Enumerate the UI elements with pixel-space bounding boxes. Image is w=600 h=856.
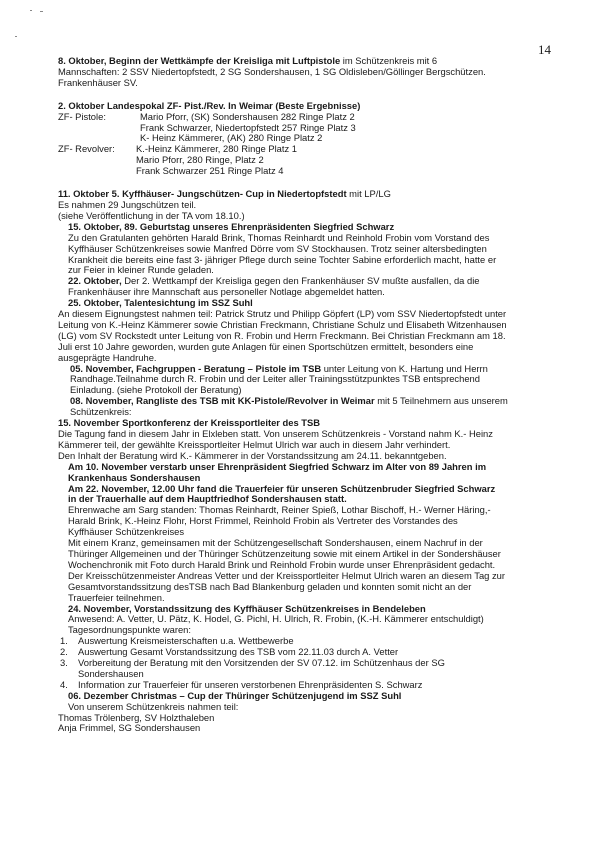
agenda-text: Auswertung Kreismeisterschaften u.a. Wettbewerbe — [78, 635, 294, 647]
text-line — [58, 723, 588, 734]
heading-text: Krankenhaus Sondershausen — [68, 471, 201, 483]
heading-text: in der Trauerhalle auf dem Hauptfriedhof Sondershausen statt. — [68, 493, 347, 505]
entry-paragraph — [58, 396, 588, 418]
body-text: Gesamtvorstandssitzung desTSB nach Bad Blankenburg geladen und konnten somit nicht an der — [68, 580, 472, 592]
heading-text: 08. November, Rangliste des TSB mit KK-Pistole/Revolver in Weimar — [70, 395, 375, 407]
agenda-text: Auswertung Gesamt Vorstandssitzung des TSB vom 22.11.03 durch A. Vetter — [78, 646, 399, 658]
body-text: Krankheit die bereits eine fast 3- jähriger Pflege durch seine Tochter Sabine erforderlich macht, hatte er — [68, 253, 497, 265]
agenda-number: 4. — [60, 678, 68, 690]
body-text: (siehe Veröffentlichung in der TA vom 18.10.) — [58, 209, 245, 221]
body-text: unter Leitung von K. Hartung und Herrn — [321, 362, 488, 374]
body-text: Von unserem Schützenkreis nahmen teil: — [68, 700, 239, 712]
zf-revolver-list — [136, 144, 297, 177]
heading-text: 2. Oktober Landespokal ZF- Pist./Rev. In Weimar (Beste Ergebnisse) — [58, 99, 361, 111]
body-text: Thomas Trölenberg, SV Holzthaleben — [58, 711, 215, 723]
result-line: K.-Heinz Kämmerer, 280 Ringe Platz 1 — [136, 143, 298, 155]
agenda-text: Vorbereitung der Beratung mit den Vorsitzenden der SV 07.12. im Schützenhaus der SG — [78, 657, 445, 669]
heading-text: 15. November Sportkonferenz der Kreissportleiter des TSB — [58, 417, 321, 429]
heading-text: 22. Oktober, — [68, 275, 122, 287]
body-text: Leitung von K.-Heinz Kämmerer sowie Christian Freckmann, Christiane Schulz und Elisabeth Witzenhausen — [58, 318, 507, 330]
entry-paragraph — [58, 484, 588, 604]
body-text: Thüringer Allgemeinen und der Thüringer Schützenzeitung sowie mit einem Artikel in der Sondershäuser — [68, 547, 501, 559]
document-body — [58, 56, 588, 734]
body-text: Kämmerer teil, der gewählte Kreissportleiter Helmut Ulrich war auch in diesem Jahr verhindert. — [58, 438, 451, 450]
closing-paragraph — [58, 713, 588, 735]
body-text: Harald Brink, K.-Heinz Flohr, Horst Frimmel, Reinhold Frobin als Vertreter des Vorstandes des — [68, 515, 458, 527]
body-text: Kyffhäuser Schützenkreises — [68, 526, 185, 538]
heading-text: 05. November, Fachgruppen - Beratung – Pistole im TSB — [70, 362, 322, 374]
entry-paragraph — [58, 604, 588, 637]
main-section — [58, 189, 588, 636]
entry-paragraph — [58, 309, 588, 364]
heading-text: 24. November, Vorstandssitzung des Kyffhäuser Schützenkreises in Bendeleben — [68, 602, 426, 614]
body-text: Mannschaften: 2 SSV Niedertopfstedt, 2 SG Sondershausen, 1 SG Oldisleben/Göllinger Bergschützen. — [58, 65, 486, 77]
body-text: Den Inhalt der Beratung wird K.- Kämmerer in der Vorstandssitzung am 24.11. bekanntgeben. — [58, 449, 447, 461]
text-line — [58, 78, 588, 89]
body-text: Es nahmen 29 Jungschützen teil. — [58, 198, 197, 210]
body-text: Frankenhäuser ihre Mannschaft aus personeller Notlage abgemeldet hatten. — [68, 286, 385, 298]
agenda-number: 1. — [60, 635, 68, 647]
body-text: Zu den Gratulanten gehörten Harald Brink, Thomas Reinhardt und Reinhold Frobin vom Vorstand des — [68, 231, 490, 243]
closing-paragraph — [58, 691, 588, 713]
closing-section — [58, 691, 588, 735]
body-text: Juli erst 10 Jahre geworden, wurden gute Anlagen für einen Sportschützen ermittelt, besonders eine — [58, 340, 474, 352]
entry-paragraph — [58, 276, 588, 298]
body-text: im Schützenkreis mit 6 — [340, 55, 438, 66]
result-line: K- Heinz Kämmerer, (AK) 280 Ringe Platz 2 — [140, 132, 323, 144]
result-line: Frank Schwarzer 251 Ringe Platz 4 — [136, 165, 284, 177]
heading-text: 06. Dezember Christmas – Cup der Thüringer Schützenjugend im SSZ Suhl — [68, 689, 402, 701]
agenda-list — [58, 636, 588, 691]
body-text: Kyffhäuser Schützenkreises sowie Manfred Dörre vom SV Stockhausen. Trotz seiner altersbedingten — [68, 242, 487, 254]
body-text: (LG) vom SV Rockstedt unter Leitung von R. Frobin und Herrn Freckmann. Bei Christian Freckmann am 18. — [58, 329, 506, 341]
entry-paragraph — [58, 364, 588, 397]
heading-text: 15. Oktober, 89. Geburtstag unseres Ehrenpräsidenten Siegfried Schwarz — [68, 220, 395, 232]
result-line: Mario Pforr, 280 Ringe, Platz 2 — [136, 154, 264, 166]
entry-paragraph — [58, 200, 588, 222]
entry-paragraph — [58, 418, 588, 462]
body-text: Frankenhäuser SV. — [58, 76, 138, 88]
agenda-number: 2. — [60, 646, 68, 658]
heading-text: 25. Oktober, Talentesichtung im SSZ Suhl — [68, 297, 253, 309]
body-text: mit 5 Teilnehmern aus unserem — [374, 395, 508, 407]
scan-speck — [40, 11, 43, 12]
intro-section — [58, 56, 588, 112]
heading-text: Am 10. November verstarb unser Ehrenpräsident Siegfried Schwarz im Alter von 89 Jahren im — [68, 460, 487, 472]
body-text: mit LP/LG — [346, 188, 391, 200]
body-text: ausgeprägte Handruhe. — [58, 351, 157, 363]
body-text: zur Feier in kleiner Runde geladen. — [68, 264, 214, 276]
body-text: Anwesend: A. Vetter, U. Pätz, K. Hodel, G. Pichl, H. Ulrich, R. Frobin, (K.-H. Kämmerer entschuldigt) — [68, 613, 484, 625]
agenda-text: Sondershausen — [78, 667, 144, 679]
agenda-number: 3. — [60, 657, 68, 669]
body-text: Tagesordnungspunkte waren: — [68, 624, 191, 636]
body-text: Der Kreisschützenmeister Andreas Vetter und der Kreissportleiter Helmut Ulrich waren an diesem Tag zur — [68, 569, 505, 581]
heading-text: 8. Oktober, Beginn der Wettkämpfe der Kreisliga mit Luftpistole — [58, 55, 341, 66]
heading-text: 11. Oktober 5. Kyffhäuser- Jungschützen- Cup in Niedertopfstedt — [58, 188, 347, 200]
body-text: Die Tagung fand in diesem Jahr in Elxleben statt. Von unserem Schützenkreis - Vorstand nahm K.- Heinz — [58, 428, 493, 439]
scan-speck — [30, 10, 32, 11]
entry-paragraph — [58, 222, 588, 277]
zf-pistole-list — [136, 112, 356, 145]
body-text: Der 2. Wettkampf der Kreisliga gegen den Frankenhäuser SV mußte ausfallen, da die — [121, 275, 480, 287]
intro-paragraph — [58, 56, 588, 89]
body-text: Mit einem Kranz, gemeinsamen mit der Schützengesellschaft Sondershausen, einem Nachruf in der — [68, 537, 483, 549]
body-text: Randhage.Teilnahme durch R. Frobin und der Leiter aller Trainingsstützpunktes TSB entsprechend — [70, 373, 480, 385]
intro-paragraph — [58, 101, 588, 112]
result-line: Frank Schwarzer, Niedertopfstedt 257 Ringe Platz 3 — [140, 121, 356, 133]
result-line: Mario Pforr, (SK) Sondershausen 282 Ringe Platz 2 — [140, 110, 355, 122]
zf-revolver-label: ZF- Revolver: — [58, 143, 115, 155]
text-line — [70, 396, 588, 407]
zf-pistole-results — [58, 112, 588, 145]
body-text: Ehrenwache am Sarg standen: Thomas Reinhardt, Reiner Spieß, Lothar Bischoff, H.- Werner Häring,- — [68, 504, 491, 516]
body-text: An diesem Eignungstest nahmen teil: Patrick Strutz und Philipp Göpfert (LP) vom SSV Niedertopfstedt unter — [58, 308, 507, 320]
scan-speck — [15, 36, 17, 37]
text-line — [58, 101, 588, 112]
body-text: Schützenkreis: — [70, 406, 132, 418]
body-text: Einladung. (siehe Protokoll der Beratung) — [70, 384, 242, 396]
heading-text: Am 22. November, 12.00 Uhr fand die Trauerfeier für unseren Schützenbruder Siegfried Schwarz — [68, 482, 496, 494]
body-text: Trauerfeier teilnehmen. — [68, 591, 165, 603]
zf-revolver-results — [58, 144, 588, 177]
page-number: 14 — [538, 42, 551, 57]
zf-pistole-label: ZF- Pistole: — [58, 110, 106, 122]
body-text: Anja Frimmel, SG Sondershausen — [58, 722, 201, 734]
body-text: Wochenchronik mit Foto durch Harald Brink und Reinhold Frobin wurde unser Ehrenpräsident gedacht. — [68, 558, 496, 570]
entry-paragraph — [58, 462, 588, 484]
agenda-text: Information zur Trauerfeier für unseren verstorbenen Ehrenpräsidenten S. Schwarz — [78, 678, 423, 690]
